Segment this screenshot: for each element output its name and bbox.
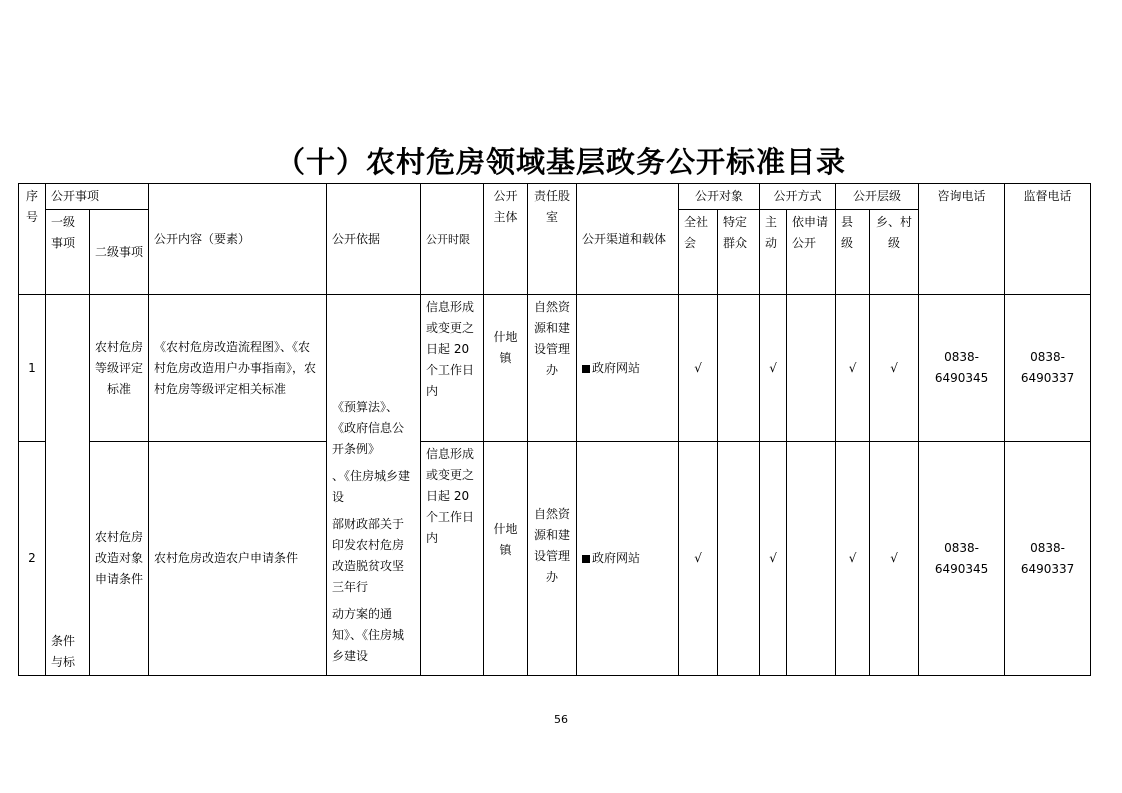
row-supervise: 0838-6490337 — [1005, 442, 1091, 676]
header-level2: 二级事项 — [90, 210, 149, 295]
row-content: 《农村危房改造流程图》、《农村危房改造用户办事指南》，农村危房等级评定相关标准 — [149, 295, 327, 442]
header-level-county: 县级 — [836, 210, 870, 295]
header-seq: 序号 — [19, 184, 46, 295]
header-level1: 一级事项 — [46, 210, 90, 295]
header-dept: 责任股室 — [528, 184, 577, 295]
header-channel: 公开渠道和载体 — [577, 184, 679, 295]
header-method-request: 依申请公开 — [787, 210, 836, 295]
row-supervise: 0838-6490337 — [1005, 295, 1091, 442]
table-row — [19, 295, 1091, 442]
row-method-active: √ — [760, 442, 787, 676]
row-channel: 政府网站 — [577, 295, 679, 442]
row-township: √ — [870, 295, 919, 442]
row-township: √ — [870, 442, 919, 676]
row-subject: 什地镇 — [484, 442, 528, 676]
row-time: 信息形成或变更之日起 20 个工作日内 — [421, 442, 484, 676]
header-obj-specific: 特定群众 — [718, 210, 760, 295]
basis-text-3: 部财政部关于印发农村危房改造脱贫攻坚三年行 — [332, 517, 405, 594]
header-object: 公开对象 — [679, 184, 760, 210]
header-level-township: 乡、村级 — [870, 210, 919, 295]
disclosure-table — [18, 183, 1091, 676]
square-bullet-icon — [582, 555, 590, 563]
header-obj-all: 全社会 — [679, 210, 718, 295]
row-obj-specific — [718, 442, 760, 676]
square-bullet-icon — [582, 365, 590, 373]
row-dept: 自然资源和建设管理办 — [528, 442, 577, 676]
basis-text-4: 动方案的通知》、《住房城乡建设 — [332, 607, 405, 663]
row-level2: 农村危房等级评定标准 — [90, 295, 149, 442]
basis-text-2: 、《住房城乡建设 — [332, 469, 411, 504]
header-items: 公开事项 — [46, 184, 149, 210]
header-method: 公开方式 — [760, 184, 836, 210]
header-supervise: 监督电话 — [1005, 184, 1091, 295]
row-dept: 自然资源和建设管理办 — [528, 295, 577, 442]
row-obj-all: √ — [679, 442, 718, 676]
row-seq: 2 — [19, 442, 46, 676]
header-level: 公开层级 — [836, 184, 919, 210]
basis-text-1: 《预算法》、《政府信息公开条例》 — [332, 400, 405, 456]
row-obj-all: √ — [679, 295, 718, 442]
table-row — [19, 442, 1091, 676]
header-time: 公开时限 — [421, 184, 484, 295]
row-consult: 0838-6490345 — [919, 295, 1005, 442]
header-method-active: 主动 — [760, 210, 787, 295]
header-consult: 咨询电话 — [919, 184, 1005, 295]
row-county: √ — [836, 442, 870, 676]
level1-item: 条件与标 — [46, 295, 90, 676]
row-level2: 农村危房改造对象申请条件 — [90, 442, 149, 676]
row-seq: 1 — [19, 295, 46, 442]
row-method-active: √ — [760, 295, 787, 442]
row-channel: 政府网站 — [577, 442, 679, 676]
row-county: √ — [836, 295, 870, 442]
basis-cell — [327, 295, 421, 676]
row-subject: 什地镇 — [484, 295, 528, 442]
header-basis: 公开依据 — [327, 184, 421, 295]
row-content: 农村危房改造农户申请条件 — [149, 442, 327, 676]
row-method-request — [787, 442, 836, 676]
header-subject: 公开主体 — [484, 184, 528, 295]
row-time: 信息形成或变更之日起 20 个工作日内 — [421, 295, 484, 442]
header-content: 公开内容（要素） — [149, 184, 327, 295]
row-consult: 0838-6490345 — [919, 442, 1005, 676]
row-method-request — [787, 295, 836, 442]
row-obj-specific — [718, 295, 760, 442]
page-title: （十）农村危房领域基层政务公开标准目录 — [275, 145, 846, 179]
page-number: 56 — [554, 713, 568, 726]
